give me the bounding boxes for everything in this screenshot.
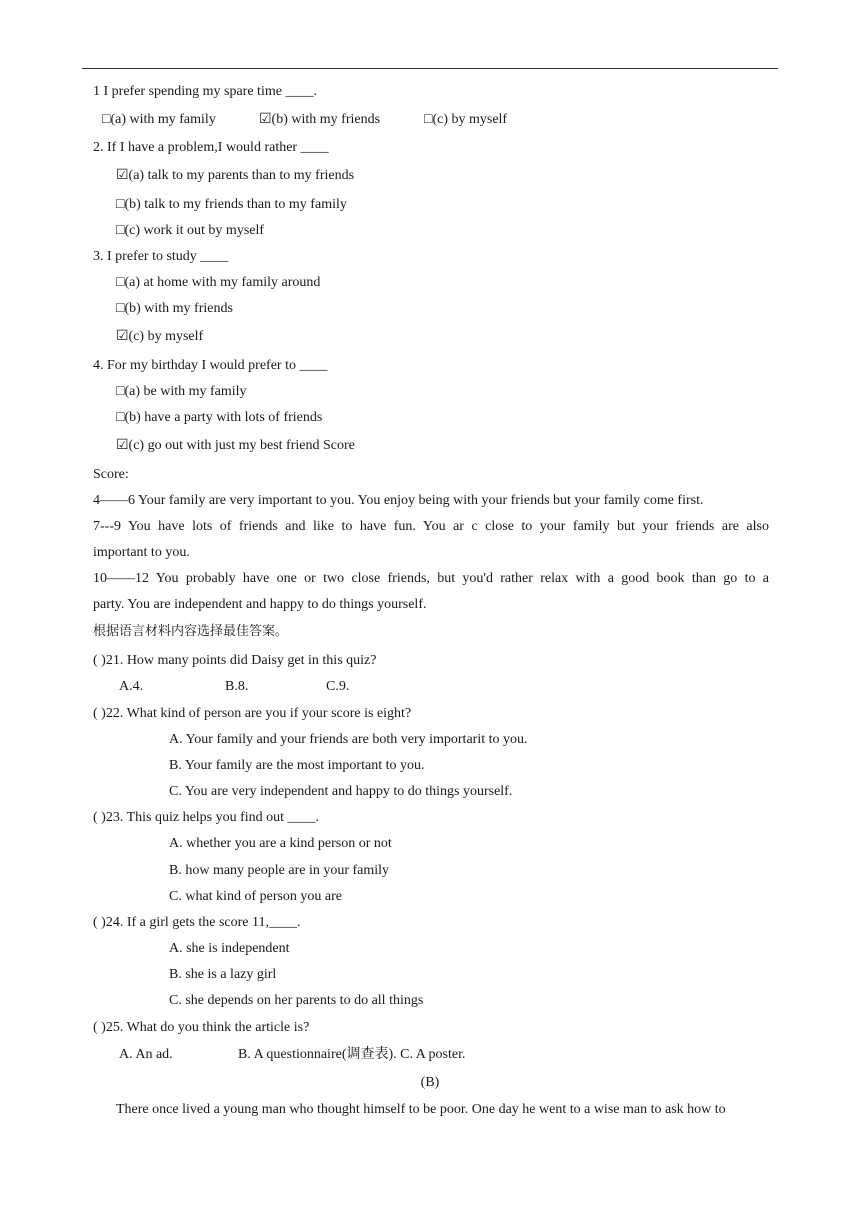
- q3-option-a[interactable]: □(a) at home with my family around: [116, 275, 321, 290]
- score-heading: Score:: [93, 467, 129, 482]
- q1-option-c[interactable]: □(c) by myself: [424, 112, 508, 127]
- q3-option-c[interactable]: ☑(c) by myself: [116, 329, 204, 344]
- instruction: 根据语言材料内容选择最佳答案。: [93, 624, 289, 639]
- q23-option-a[interactable]: A. whether you are a kind person or not: [169, 836, 392, 851]
- q1-option-b[interactable]: ☑(b) with my friends: [259, 112, 381, 127]
- q24-option-c[interactable]: C. she depends on her parents to do all things: [169, 993, 424, 1008]
- q3-stem: 3. I prefer to study ____: [93, 249, 229, 264]
- section-b-label: (B): [420, 1075, 440, 1090]
- q2-option-b[interactable]: □(b) talk to my friends than to my family: [116, 197, 347, 212]
- score-range-1: 4——6 Your family are very important to you. You enjoy being with your friends but your family come first.: [93, 493, 704, 508]
- header-rule: [82, 68, 778, 69]
- q2-option-c[interactable]: □(c) work it out by myself: [116, 223, 265, 238]
- q25-option-a[interactable]: A. An ad.: [119, 1047, 173, 1062]
- q4-option-b[interactable]: □(b) have a party with lots of friends: [116, 410, 323, 425]
- q4-stem: 4. For my birthday I would prefer to ____: [93, 358, 328, 373]
- score-range-3-line2: party. You are independent and happy to do things yourself.: [93, 597, 427, 612]
- q23-option-c[interactable]: C. what kind of person you are: [169, 889, 343, 904]
- q21-option-c[interactable]: C.9.: [326, 679, 350, 694]
- q22-stem: ( )22. What kind of person are you if your score is eight?: [93, 706, 412, 721]
- score-range-2-line2: important to you.: [93, 545, 190, 560]
- q3-option-b[interactable]: □(b) with my friends: [116, 301, 233, 316]
- q1-option-a[interactable]: □(a) with my family: [102, 112, 216, 127]
- q2-stem: 2. If I have a problem,I would rather ____: [93, 140, 329, 155]
- q22-option-a[interactable]: A. Your family and your friends are both very importarit to you.: [169, 732, 528, 747]
- q2-option-a[interactable]: ☑(a) talk to my parents than to my friends: [116, 168, 355, 183]
- q25-stem: ( )25. What do you think the article is?: [93, 1020, 310, 1035]
- q21-option-a[interactable]: A.4.: [119, 679, 144, 694]
- q22-option-c[interactable]: C. You are very independent and happy to do things yourself.: [169, 784, 513, 799]
- section-b-first-line: There once lived a young man who thought himself to be poor. One day he went to a wise man to ask how to: [116, 1102, 726, 1117]
- q1-stem: 1 I prefer spending my spare time ____.: [93, 84, 317, 99]
- q24-stem: ( )24. If a girl gets the score 11,____.: [93, 915, 301, 930]
- q21-stem: ( )21. How many points did Daisy get in this quiz?: [93, 653, 377, 668]
- q25-option-b[interactable]: B. A questionnaire(调查表). C. A poster.: [238, 1047, 466, 1062]
- q22-option-b[interactable]: B. Your family are the most important to you.: [169, 758, 425, 773]
- q23-option-b[interactable]: B. how many people are in your family: [169, 863, 390, 878]
- q23-stem: ( )23. This quiz helps you find out ____.: [93, 810, 320, 825]
- score-range-2-line1: 7---9 You have lots of friends and like to have fun. You ar c close to your family but your friends are also: [93, 519, 769, 534]
- q4-option-c[interactable]: ☑(c) go out with just my best friend Score: [116, 438, 355, 453]
- q24-option-b[interactable]: B. she is a lazy girl: [169, 967, 277, 982]
- q4-option-a[interactable]: □(a) be with my family: [116, 384, 247, 399]
- q24-option-a[interactable]: A. she is independent: [169, 941, 290, 956]
- score-range-3-line1: 10——12 You probably have one or two close friends, but you'd rather relax with a good book than go to a: [93, 571, 769, 586]
- q21-option-b[interactable]: B.8.: [225, 679, 249, 694]
